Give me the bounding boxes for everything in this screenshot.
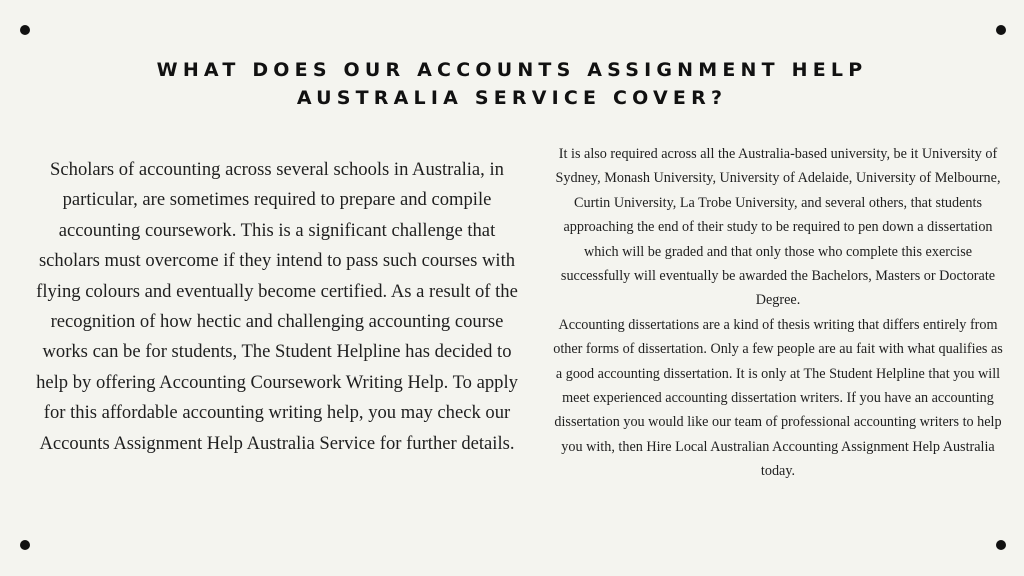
- corner-dot-bottom-right: [996, 540, 1006, 550]
- corner-dot-top-right: [996, 25, 1006, 35]
- page-title-line-2: AUSTRALIA SERVICE COVER?: [296, 87, 728, 109]
- right-column: [552, 142, 1004, 484]
- right-column-paragraph-1: It is also required across all the Australia-based university, be it University of Sydney, Monash University, University of Adelaide, University of Melbourne, Curtin University, La Trobe University, and several others, that students approaching the end of their study to be required to pen down a dissertation which will be graded and that only those who complete this exercise successfully will eventually be awarded the Bachelors, Masters or Doctorate Degree.: [555, 146, 1001, 309]
- corner-dot-bottom-left: [20, 540, 30, 550]
- corner-dot-top-left: [20, 25, 30, 35]
- left-column-text: Scholars of accounting across several schools in Australia, in particular, are sometimes required to prepare and compile accounting coursework. This is a significant challenge that scholars must overcome if they intend to pass such courses with flying colours and eventually become certified. As a result of the recognition of how hectic and challenging accounting course works can be for students, The Student Helpline has decided to help by offering Accounting Coursework Writing Help. To apply for this affordable accounting writing help, you may check our Accounts Assignment Help Australia Service for further details.: [36, 159, 518, 454]
- right-column-paragraph-2: Accounting dissertations are a kind of thesis writing that differs entirely from other forms of dissertation. Only a few people are au fait with what qualifies as a good accounting dissertation. It is only at The Student Helpline that you will meet experienced accounting dissertation writers. If you have an accounting dissertation you would like our team of professional accounting writers to help you with, then Hire Local Australian Accounting Assignment Help Australia today.: [553, 316, 1003, 480]
- page-title-line-1: WHAT DOES OUR ACCOUNTS ASSIGNMENT HELP: [156, 59, 868, 81]
- page-title: [112, 56, 912, 112]
